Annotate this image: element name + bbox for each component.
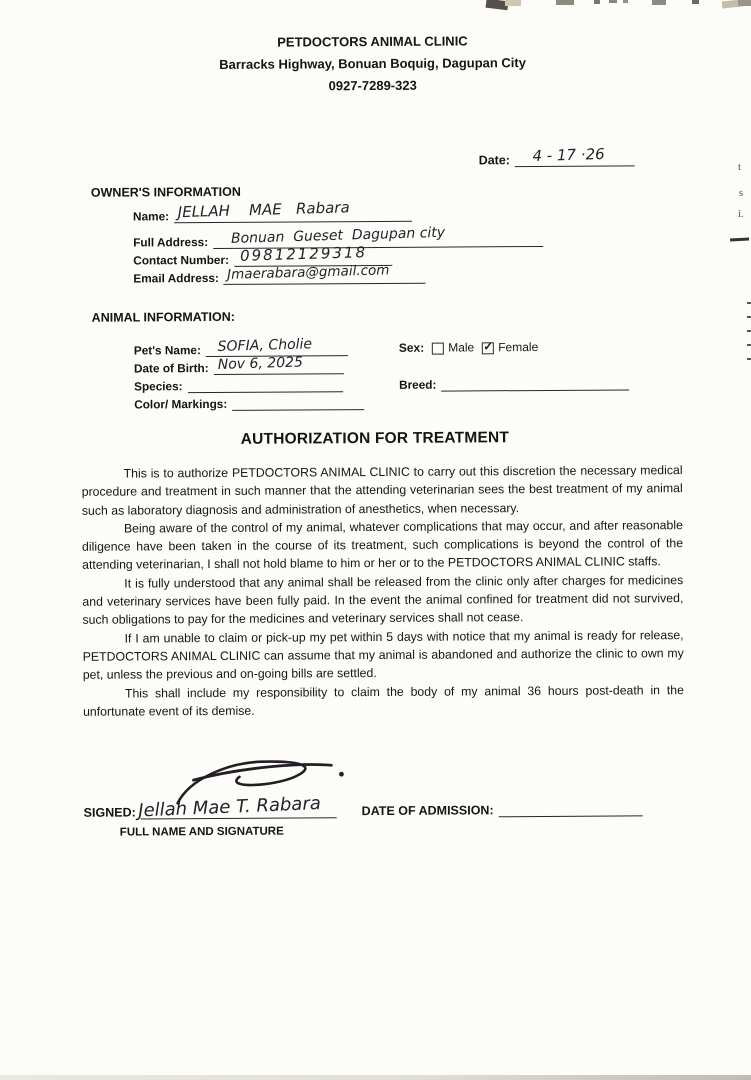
clinic-header bbox=[0, 29, 748, 100]
authorization-paragraph-2: Being aware of the control of my animal, whatever complications that may occur, and after reasonable diligence have been taken in the course of its treatment, such complications is beyond the control of the attending veterinarian, I shall not hold blame to him or her or to the PETDOCTORS ANIMAL CLINIC staffs. bbox=[81, 518, 684, 573]
owner-section-title: OWNER'S INFORMATION bbox=[90, 184, 241, 200]
species-underline bbox=[188, 376, 343, 393]
edge-tick-artifact bbox=[747, 358, 751, 360]
authorization-paragraph-5: This shall include my responsibility to claim the body of my animal 36 hours post-death in the unfortunate event of its demise. bbox=[83, 682, 684, 719]
pet-name-handwritten-value: SOFIA, Cholie bbox=[217, 336, 313, 355]
owner-email-field bbox=[133, 262, 426, 286]
date-underline bbox=[515, 144, 635, 167]
female-option-label: Female bbox=[498, 340, 539, 355]
authorization-paragraph-4: If I am unable to claim or pick-up my pet within 5 days with notice that my animal is ready for release, PETDOCTORS ANIMAL CLINIC can assume that my animal is abandoned and authorize the clinic to own my pet, unless the previous and on-going bills are settled. bbox=[82, 627, 684, 683]
edge-tick-artifact bbox=[747, 330, 751, 332]
scan-debris-artifact bbox=[556, 0, 574, 5]
color-markings-underline bbox=[232, 394, 364, 411]
dob-field bbox=[133, 354, 344, 376]
signed-label: SIGNED: bbox=[83, 805, 136, 820]
owner-contact-label: Contact Number: bbox=[133, 252, 230, 268]
male-checkbox bbox=[432, 343, 444, 355]
scan-debris-artifact bbox=[609, 0, 617, 3]
date-of-admission-field bbox=[362, 800, 643, 818]
owner-email-handwritten-value: Jmaerabara@gmail.com bbox=[227, 262, 391, 283]
female-checkbox bbox=[482, 339, 494, 354]
color-markings-field bbox=[134, 394, 364, 411]
date-field bbox=[478, 144, 635, 168]
clinic-address: Barracks Highway, Bonuan Boquig, Dagupan City bbox=[219, 55, 527, 72]
scan-debris-artifact bbox=[623, 0, 628, 3]
owner-name-label: Name: bbox=[132, 209, 170, 224]
date-label: Date: bbox=[478, 153, 510, 168]
owner-address-label: Full Address: bbox=[133, 235, 209, 250]
authorization-paragraph-3: It is fully understood that any animal shall be released from the clinic only after charges for medicines and veterinary services have been fully paid. In the event the animal confined for treatment did not survived, such obligations to pay for the medicines and veterinary services shall not cease. bbox=[82, 572, 684, 628]
scan-debris-artifact bbox=[692, 0, 699, 4]
edge-tick-artifact bbox=[747, 316, 751, 318]
scan-bottom-edge bbox=[0, 1075, 751, 1080]
owner-email-label: Email Address: bbox=[133, 270, 219, 286]
edge-tick-artifact bbox=[747, 302, 751, 304]
scan-debris-artifact bbox=[505, 0, 521, 6]
sex-label: Sex: bbox=[398, 340, 425, 355]
female-checkbox-mark: ✓ bbox=[483, 339, 494, 354]
authorization-body bbox=[82, 461, 685, 721]
signature-caption: FULL NAME AND SIGNATURE bbox=[119, 825, 284, 839]
clinic-phone: 0927-7289-323 bbox=[328, 77, 417, 94]
color-markings-label: Color/ Markings: bbox=[134, 396, 228, 412]
date-of-admission-label: DATE OF ADMISSION: bbox=[361, 803, 494, 819]
owner-contact-handwritten-value: 09812129318 bbox=[239, 243, 367, 265]
breed-label: Breed: bbox=[399, 377, 437, 392]
owner-address-handwritten-value: Bonuan Gueset Dagupan city bbox=[230, 224, 446, 247]
date-of-admission-underline bbox=[499, 800, 643, 817]
sex-field bbox=[399, 340, 538, 355]
authorization-title: AUTHORIZATION FOR TREATMENT bbox=[240, 429, 510, 448]
owner-name-underline bbox=[174, 198, 412, 223]
dob-underline bbox=[214, 354, 344, 375]
pet-name-field bbox=[133, 336, 348, 358]
breed-underline bbox=[441, 374, 629, 391]
breed-field bbox=[399, 374, 629, 391]
edge-bleed-text: s bbox=[739, 188, 744, 199]
owner-name-field bbox=[132, 198, 412, 224]
dob-label: Date of Birth: bbox=[133, 361, 209, 376]
date-handwritten-value: 4 - 17 ·26 bbox=[532, 144, 606, 166]
clinic-name: PETDOCTORS ANIMAL CLINIC bbox=[277, 33, 468, 50]
scan-debris-artifact bbox=[652, 0, 666, 5]
signed-field bbox=[83, 792, 337, 822]
edge-tick-artifact bbox=[747, 344, 751, 346]
pet-name-label: Pet's Name: bbox=[133, 343, 201, 358]
signature-handwritten-name: Jellah Mae T. Rabara bbox=[137, 792, 322, 822]
owner-name-handwritten-value: JELLAH MAE Rabara bbox=[177, 198, 350, 222]
scan-debris-artifact bbox=[738, 0, 751, 6]
dob-handwritten-value: Nov 6, 2025 bbox=[217, 354, 303, 373]
signed-underline bbox=[137, 792, 337, 822]
owner-email-underline bbox=[224, 262, 426, 285]
edge-bleed-text: t bbox=[738, 162, 741, 173]
animal-section-title: ANIMAL INFORMATION: bbox=[91, 309, 235, 325]
edge-bleed-text: i. bbox=[738, 209, 744, 220]
species-label: Species: bbox=[134, 379, 183, 394]
scan-debris-artifact bbox=[594, 0, 600, 4]
species-field bbox=[134, 376, 343, 393]
male-option-label: Male bbox=[448, 340, 475, 355]
authorization-paragraph-1: This is to authorize PETDOCTORS ANIMAL CLINIC to carry out this discretion the necessary medical procedure and treatment in such manner that the attending veterinarian sees the best treatment of my animal such as laboratory diagnosis and administration of anesthetics, when necessary. bbox=[81, 463, 683, 518]
